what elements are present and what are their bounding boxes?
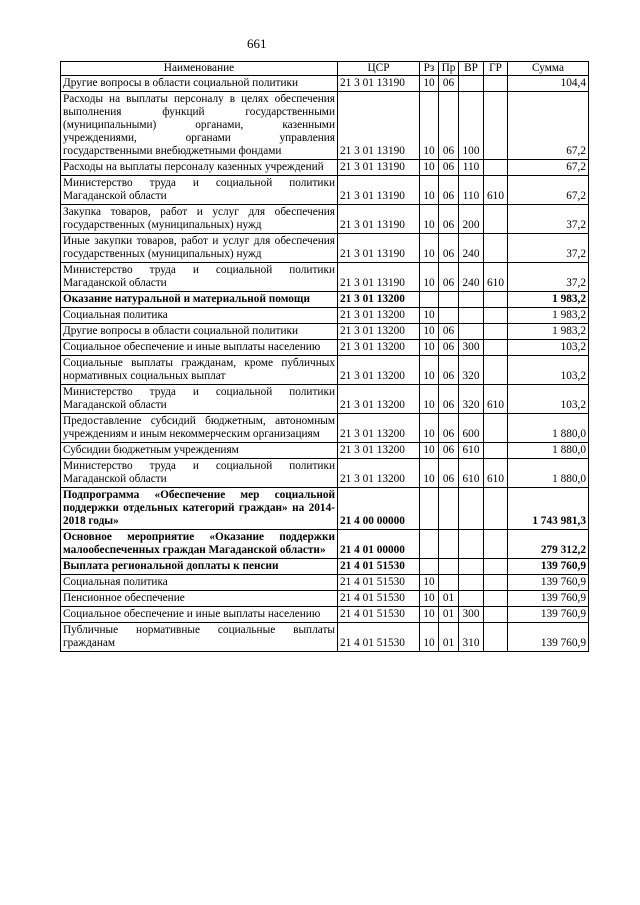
cell-sum: 103,2 (508, 340, 589, 356)
cell-gr: 610 (484, 176, 508, 205)
table-row (61, 205, 589, 234)
cell-name: Расходы на выплаты персоналу в целях обеспечения выполнения функций государственными (муниципальными) органами, казенными учреждениями, органами управления государственными внебюджетными фондами (61, 92, 338, 160)
cell-sum: 67,2 (508, 160, 589, 176)
cell-gr (484, 76, 508, 92)
cell-pr: 06 (439, 160, 459, 176)
cell-csr: 21 3 01 13200 (338, 356, 420, 385)
table-row (61, 160, 589, 176)
header-gr: ГР (484, 62, 508, 76)
cell-pr: 06 (439, 324, 459, 340)
cell-name: Расходы на выплаты персоналу казенных учреждений (61, 160, 338, 176)
cell-vr: 320 (459, 356, 484, 385)
cell-csr: 21 4 01 51530 (338, 623, 420, 652)
cell-csr: 21 3 01 13190 (338, 160, 420, 176)
cell-vr: 610 (459, 459, 484, 488)
cell-gr (484, 591, 508, 607)
cell-gr (484, 530, 508, 559)
cell-csr: 21 3 01 13190 (338, 176, 420, 205)
cell-gr (484, 559, 508, 575)
cell-csr: 21 3 01 13200 (338, 443, 420, 459)
cell-vr: 240 (459, 234, 484, 263)
cell-sum: 104,4 (508, 76, 589, 92)
cell-gr (484, 205, 508, 234)
cell-sum: 1 983,2 (508, 308, 589, 324)
cell-vr: 600 (459, 414, 484, 443)
cell-csr: 21 4 01 51530 (338, 559, 420, 575)
cell-gr (484, 623, 508, 652)
cell-rz (420, 488, 439, 530)
cell-pr: 06 (439, 234, 459, 263)
cell-name: Пенсионное обеспечение (61, 591, 338, 607)
cell-rz: 10 (420, 340, 439, 356)
cell-gr (484, 607, 508, 623)
cell-csr: 21 3 01 13200 (338, 324, 420, 340)
cell-sum: 37,2 (508, 205, 589, 234)
cell-pr (439, 575, 459, 591)
cell-gr (484, 414, 508, 443)
table-row (61, 575, 589, 591)
cell-rz: 10 (420, 414, 439, 443)
cell-sum: 103,2 (508, 385, 589, 414)
cell-gr (484, 160, 508, 176)
cell-vr (459, 308, 484, 324)
cell-csr: 21 3 01 13190 (338, 76, 420, 92)
cell-vr (459, 530, 484, 559)
cell-name: Социальная политика (61, 308, 338, 324)
cell-name: Выплата региональной доплаты к пенсии (61, 559, 338, 575)
cell-name: Оказание натуральной и материальной помощи (61, 292, 338, 308)
cell-sum: 1 880,0 (508, 459, 589, 488)
cell-sum: 1 880,0 (508, 443, 589, 459)
cell-pr (439, 530, 459, 559)
cell-pr: 01 (439, 623, 459, 652)
cell-vr: 110 (459, 176, 484, 205)
cell-rz: 10 (420, 205, 439, 234)
cell-csr: 21 3 01 13200 (338, 308, 420, 324)
cell-vr: 110 (459, 160, 484, 176)
header-name: Наименование (61, 62, 338, 76)
cell-gr (484, 292, 508, 308)
cell-vr (459, 76, 484, 92)
cell-csr: 21 4 01 00000 (338, 530, 420, 559)
cell-pr: 06 (439, 340, 459, 356)
cell-vr (459, 488, 484, 530)
cell-rz: 10 (420, 607, 439, 623)
header-sum: Сумма (508, 62, 589, 76)
cell-vr: 320 (459, 385, 484, 414)
cell-pr: 06 (439, 76, 459, 92)
table-row (61, 176, 589, 205)
cell-pr: 06 (439, 92, 459, 160)
cell-pr: 06 (439, 385, 459, 414)
table-row (61, 623, 589, 652)
cell-csr: 21 3 01 13190 (338, 263, 420, 292)
cell-name: Другие вопросы в области социальной политики (61, 76, 338, 92)
table-row (61, 308, 589, 324)
table-header-row (61, 62, 589, 76)
cell-pr (439, 488, 459, 530)
cell-gr: 610 (484, 385, 508, 414)
header-pr: Пр (439, 62, 459, 76)
cell-pr (439, 292, 459, 308)
cell-vr: 100 (459, 92, 484, 160)
cell-sum: 1 983,2 (508, 324, 589, 340)
cell-csr: 21 3 01 13200 (338, 414, 420, 443)
cell-pr (439, 559, 459, 575)
cell-sum: 37,2 (508, 263, 589, 292)
table-row (61, 559, 589, 575)
table-row (61, 92, 589, 160)
cell-rz: 10 (420, 385, 439, 414)
cell-pr: 06 (439, 414, 459, 443)
table-row (61, 263, 589, 292)
cell-vr: 300 (459, 340, 484, 356)
cell-vr: 200 (459, 205, 484, 234)
cell-pr: 06 (439, 443, 459, 459)
cell-csr: 21 4 01 51530 (338, 575, 420, 591)
cell-csr: 21 3 01 13190 (338, 92, 420, 160)
cell-pr (439, 308, 459, 324)
cell-sum: 1 743 981,3 (508, 488, 589, 530)
table-row (61, 385, 589, 414)
cell-csr: 21 3 01 13190 (338, 205, 420, 234)
table-row (61, 414, 589, 443)
cell-sum: 279 312,2 (508, 530, 589, 559)
cell-rz: 10 (420, 263, 439, 292)
table-row (61, 292, 589, 308)
cell-name: Министерство труда и социальной политики Магаданской области (61, 263, 338, 292)
header-csr: ЦСР (338, 62, 420, 76)
header-vr: ВР (459, 62, 484, 76)
cell-csr: 21 3 01 13200 (338, 340, 420, 356)
cell-name: Другие вопросы в области социальной политики (61, 324, 338, 340)
cell-sum: 139 760,9 (508, 575, 589, 591)
cell-csr: 21 3 01 13200 (338, 459, 420, 488)
cell-pr: 06 (439, 356, 459, 385)
cell-name: Министерство труда и социальной политики Магаданской области (61, 176, 338, 205)
cell-rz: 10 (420, 76, 439, 92)
table-row (61, 76, 589, 92)
table-row (61, 443, 589, 459)
cell-rz: 10 (420, 591, 439, 607)
cell-gr (484, 308, 508, 324)
cell-rz: 10 (420, 308, 439, 324)
cell-name: Министерство труда и социальной политики Магаданской области (61, 385, 338, 414)
cell-rz (420, 559, 439, 575)
cell-csr: 21 3 01 13200 (338, 385, 420, 414)
cell-pr: 06 (439, 176, 459, 205)
cell-name: Иные закупки товаров, работ и услуг для обеспечения государственных (муниципальных) нужд (61, 234, 338, 263)
cell-name: Предоставление субсидий бюджетным, автономным учреждениям и иным некоммерческим организациям (61, 414, 338, 443)
table-row (61, 488, 589, 530)
cell-rz: 10 (420, 443, 439, 459)
cell-pr: 06 (439, 263, 459, 292)
cell-name: Социальная политика (61, 575, 338, 591)
cell-sum: 139 760,9 (508, 607, 589, 623)
cell-gr (484, 340, 508, 356)
cell-vr (459, 292, 484, 308)
table-row (61, 607, 589, 623)
cell-sum: 139 760,9 (508, 591, 589, 607)
cell-gr (484, 324, 508, 340)
cell-pr: 06 (439, 205, 459, 234)
cell-name: Публичные нормативные социальные выплаты гражданам (61, 623, 338, 652)
cell-pr: 01 (439, 591, 459, 607)
cell-name: Субсидии бюджетным учреждениям (61, 443, 338, 459)
table-row (61, 459, 589, 488)
table-row (61, 340, 589, 356)
cell-gr (484, 234, 508, 263)
cell-gr (484, 488, 508, 530)
cell-sum: 37,2 (508, 234, 589, 263)
cell-rz: 10 (420, 176, 439, 205)
page-number: 661 (247, 36, 267, 51)
cell-rz: 10 (420, 234, 439, 263)
cell-name: Социальное обеспечение и иные выплаты населению (61, 340, 338, 356)
cell-sum: 139 760,9 (508, 559, 589, 575)
cell-sum: 103,2 (508, 356, 589, 385)
cell-name: Социальные выплаты гражданам, кроме публичных нормативных социальных выплат (61, 356, 338, 385)
cell-rz: 10 (420, 324, 439, 340)
cell-gr: 610 (484, 459, 508, 488)
table-row (61, 356, 589, 385)
cell-rz: 10 (420, 92, 439, 160)
cell-sum: 139 760,9 (508, 623, 589, 652)
cell-vr: 300 (459, 607, 484, 623)
cell-sum: 1 880,0 (508, 414, 589, 443)
cell-vr (459, 559, 484, 575)
cell-gr (484, 575, 508, 591)
cell-rz (420, 292, 439, 308)
cell-vr: 310 (459, 623, 484, 652)
cell-vr: 610 (459, 443, 484, 459)
budget-table (60, 61, 589, 652)
cell-gr (484, 356, 508, 385)
cell-csr: 21 4 00 00000 (338, 488, 420, 530)
cell-gr: 610 (484, 263, 508, 292)
cell-gr (484, 92, 508, 160)
cell-name: Министерство труда и социальной политики Магаданской области (61, 459, 338, 488)
cell-csr: 21 3 01 13190 (338, 234, 420, 263)
cell-sum: 67,2 (508, 92, 589, 160)
cell-csr: 21 4 01 51530 (338, 591, 420, 607)
cell-pr: 01 (439, 607, 459, 623)
cell-rz (420, 530, 439, 559)
cell-sum: 67,2 (508, 176, 589, 205)
cell-sum: 1 983,2 (508, 292, 589, 308)
cell-name: Основное мероприятие «Оказание поддержки малообеспеченных граждан Магаданской области» (61, 530, 338, 559)
cell-rz: 10 (420, 459, 439, 488)
cell-pr: 06 (439, 459, 459, 488)
cell-rz: 10 (420, 160, 439, 176)
cell-name: Закупка товаров, работ и услуг для обеспечения государственных (муниципальных) нужд (61, 205, 338, 234)
header-rz: Рз (420, 62, 439, 76)
cell-name: Социальное обеспечение и иные выплаты населению (61, 607, 338, 623)
table-row (61, 530, 589, 559)
cell-rz: 10 (420, 623, 439, 652)
cell-gr (484, 443, 508, 459)
cell-rz: 10 (420, 356, 439, 385)
table-body (61, 76, 589, 652)
cell-csr: 21 4 01 51530 (338, 607, 420, 623)
cell-vr (459, 324, 484, 340)
table-row (61, 234, 589, 263)
cell-rz: 10 (420, 575, 439, 591)
cell-name: Подпрограмма «Обеспечение мер социальной поддержки отдельных категорий граждан» на 2014-2018 годы» (61, 488, 338, 530)
table-row (61, 324, 589, 340)
cell-vr (459, 575, 484, 591)
cell-csr: 21 3 01 13200 (338, 292, 420, 308)
cell-vr: 240 (459, 263, 484, 292)
cell-vr (459, 591, 484, 607)
table-row (61, 591, 589, 607)
